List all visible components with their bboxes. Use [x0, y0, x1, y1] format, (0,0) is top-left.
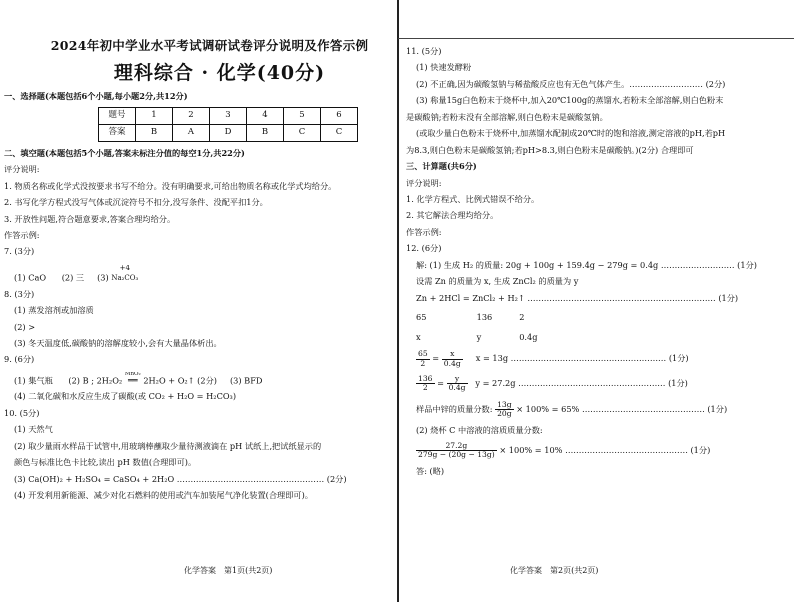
- table-cell: B: [247, 124, 284, 141]
- var-h2-mass: 0.4g: [519, 332, 538, 343]
- q12-molar-masses: [406, 312, 788, 322]
- q12-step-1: 解: (1) 生成 H₂ 的质量: 20g + 100g + 159.4g − 279g = 0.4g ……………………… (1分): [416, 259, 757, 270]
- table-cell: 6: [321, 107, 358, 124]
- q10-answer-2a: (2) 取少量雨水样品于试管中,用玻璃棒蘸取少量待测液滴在 pH 试纸上,把试纸显示的: [14, 440, 322, 451]
- q9-answer-2-suffix: 2H₂O + O₂↑ (2分): [143, 374, 217, 385]
- section-1-heading: 一、选择题(本题包括6个小题,每小题2分,共12分): [4, 91, 188, 102]
- q11-heading: 11. (5分): [406, 46, 442, 56]
- q7-heading: 7. (3分): [4, 246, 35, 257]
- eval-rule-2: 2. 书写化学方程式没写气体或沉淀符号不扣分,没写条件、没配平扣1分。: [4, 197, 268, 208]
- table-cell: 2: [173, 107, 210, 124]
- q12-part-2: (2) 烧杯 C 中溶液的溶质质量分数:: [416, 424, 543, 435]
- q11-answer-3b: 是碳酸钠;若粉末没有全部溶解,则白色粉末是碳酸氢钠。: [406, 111, 608, 122]
- zinc-fraction-label: 样品中锌的质量分数:: [416, 403, 493, 414]
- q12-ratio-2: $\frac{136}{2}$ = $\frac{y}{0.4g}$ y = 27.2g ……………………………………………… (1分): [418, 375, 688, 393]
- q7-answers: [4, 265, 385, 283]
- q7-answer-2: (2) 三: [61, 272, 85, 283]
- table-cell: 1: [136, 107, 173, 124]
- eval-rule-1: 1. 物质名称或化学式没按要求书写不给分。没有明确要求,可给出物质名称或化学式均给分。: [4, 180, 337, 191]
- ratio-1-result: x = 13g ………………………………………………… (1分): [475, 353, 689, 364]
- zinc-fraction: $\frac{13g}{20g}$: [497, 400, 512, 419]
- q12-step-2: 设需 Zn 的质量为 x, 生成 ZnCl₂ 的质量为 y: [416, 276, 579, 287]
- q10-answer-4: (4) 开发利用新能源、减少对化石燃料的使用或汽车加装尾气净化装置(合理即可)。: [14, 489, 313, 500]
- q7-answer-3-prefix: (3): [97, 272, 109, 283]
- q9-answer-4: (4) 二氧化碳和水反应生成了碳酸(或 CO₂ + H₂O = H₂CO₃): [14, 391, 237, 402]
- section-2-heading: 二、填空题(本题包括5个小题,答案未标注分值的每空1分,共22分): [4, 147, 245, 158]
- solute-fraction: $\frac{27.2g}{279g - (20g - 13g)}$: [418, 441, 495, 460]
- q11-answer-1: (1) 快速发酵粉: [416, 62, 472, 73]
- q12-variables: [406, 332, 788, 342]
- q8-heading: 8. (3分): [4, 288, 35, 299]
- table-row: [99, 124, 358, 141]
- q8-answer-3: (3) 冬天温度低,碳酸钠的溶解度较小,会有大量晶体析出。: [14, 337, 222, 348]
- q8-answer-2: (2) >: [14, 321, 36, 332]
- table-cell: B: [136, 124, 173, 141]
- ratio-2-right: $\frac{y}{0.4g}$: [448, 375, 466, 393]
- eval-rule-4: 1. 化学方程式、比例式错误不给分。: [406, 193, 540, 204]
- answer-table: [98, 107, 358, 142]
- q7-answer-1: (1) CaO: [14, 272, 47, 283]
- page-1: [0, 0, 395, 602]
- q10-heading: 10. (5分): [4, 407, 40, 418]
- var-y: y: [476, 332, 482, 343]
- q7-answer-3: Na₂CO₃: [111, 273, 139, 282]
- table-row: [99, 107, 358, 124]
- table-cell: 4: [247, 107, 284, 124]
- table-cell: C: [321, 124, 358, 141]
- molar-mass-zn: 65: [416, 311, 427, 322]
- valence-label: +4: [119, 264, 130, 272]
- q11-answer-3d: 为8.3,则白色粉末是碳酸氢钠;若pH>8.3,则白色粉末是碳酸钠。)(2分) 合理即可: [406, 144, 694, 155]
- ratio-2-result: y = 27.2g ……………………………………………… (1分): [475, 377, 688, 388]
- page-2-footer: 化学答案 第2页(共2页): [510, 566, 599, 575]
- q10-answer-1: (1) 天然气: [14, 424, 53, 435]
- q9-answer-2-prefix: (2) B ; 2H₂O₂: [68, 374, 123, 385]
- table-cell: A: [173, 124, 210, 141]
- page-2: [400, 0, 794, 602]
- catalyst-label: MnO₂: [124, 371, 141, 377]
- ratio-1-right: $\frac{x}{0.4g}$: [443, 350, 461, 368]
- molar-mass-zncl2: 136: [476, 311, 493, 322]
- eval-label: 评分说明:: [4, 164, 40, 175]
- table-cell: 5: [284, 107, 321, 124]
- example-label-2: 作答示例:: [406, 226, 442, 237]
- table-cell: 答案: [99, 124, 136, 141]
- q9-heading: 9. (6分): [4, 354, 35, 365]
- eval-rule-3: 3. 开放性问题,符合题意要求,答案合理均给分。: [4, 213, 176, 224]
- table-cell: C: [284, 124, 321, 141]
- example-label: 作答示例:: [4, 230, 40, 240]
- table-cell: 题号: [99, 107, 136, 124]
- eval-rule-5: 2. 其它解法合理均给分。: [406, 210, 499, 221]
- q8-answer-1: (1) 蒸发溶剂或加溶质: [14, 305, 94, 316]
- ratio-2-left: $\frac{136}{2}$: [418, 375, 433, 393]
- table-cell: 3: [210, 107, 247, 124]
- final-answer: 答: (略): [416, 465, 445, 476]
- page-1-footer: 化学答案 第1页(共2页): [184, 566, 273, 575]
- q11-answer-3a: (3) 称量15g白色粉末于烧杯中,加入20℃100g的蒸馏水,若粉末全部溶解,则白色粉末: [416, 95, 724, 106]
- q11-answer-3c: (或取少量白色粉末于烧杯中,加蒸馏水配制成20℃时的饱和溶液,测定溶液的pH,若pH: [416, 128, 726, 139]
- q9-answer-1: (1) 集气瓶: [14, 374, 53, 385]
- document-title: 2024年初中学业水平考试调研试卷评分说明及作答示例: [50, 38, 369, 53]
- section-3-heading: 三、计算题(共6分): [406, 161, 477, 172]
- q9-answers-row: (1) 集气瓶 (2) B ; 2H₂O₂ MnO₂ ══ 2H₂O + O₂↑ (2分) (3) BFD: [14, 371, 263, 386]
- q10-answer-2b: 颜色与标准比色卡比较,读出 pH 数值(合理即可)。: [14, 457, 197, 468]
- table-cell: D: [210, 124, 247, 141]
- solute-fraction-result: × 100% = 10% ……………………………………… (1分): [499, 444, 711, 455]
- q12-ratio-1: $\frac{65}{2}$ = $\frac{x}{0.4g}$ x = 13g ………………………………………………… (1分): [418, 350, 689, 368]
- page-divider: [397, 0, 399, 602]
- q12-zinc-fraction: [406, 401, 788, 419]
- molar-mass-h2: 2: [519, 311, 525, 322]
- q11-answer-2: (2) 不正确,因为碳酸氢钠与稀盐酸反应也有无色气体产生。……………………… (2分): [416, 78, 726, 89]
- q12-heading: 12. (6分): [406, 243, 442, 254]
- var-x: x: [416, 332, 421, 343]
- document-subtitle: 理科综合 · 化学(40分): [113, 61, 326, 84]
- q12-solute-fraction: [406, 442, 788, 460]
- eval-label-2: 评分说明:: [406, 177, 442, 188]
- q9-answer-3: (3) BFD: [229, 374, 263, 385]
- q10-answer-3: (3) Ca(OH)₂ + H₂SO₄ = CaSO₄ + 2H₂O ……………………………………………… (2分): [14, 473, 347, 484]
- ratio-1-left: $\frac{65}{2}$: [418, 350, 428, 368]
- q12-equation: Zn + 2HCl = ZnCl₂ + H₂↑ …………………………………………………………… (1分): [416, 292, 739, 303]
- zinc-fraction-result: × 100% = 65% ……………………………………… (1分): [516, 403, 728, 414]
